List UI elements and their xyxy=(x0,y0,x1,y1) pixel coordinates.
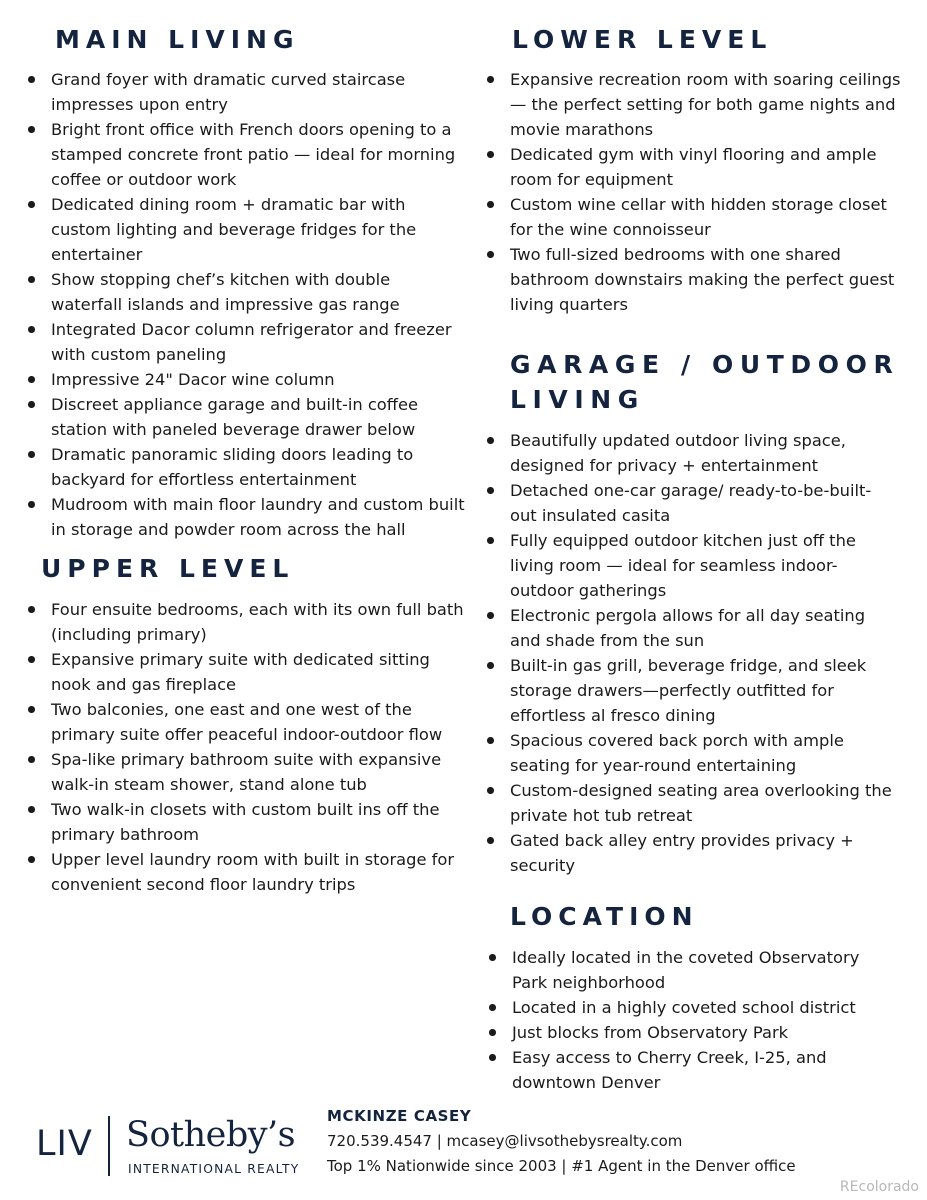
list-item: Grand foyer with dramatic curved staircase impresses upon entry xyxy=(26,67,466,117)
list-item: Electronic pergola allows for all day seating and shade from the sun xyxy=(485,603,897,653)
list-item: Mudroom with main floor laundry and custom built in storage and powder room across the hall xyxy=(26,492,466,542)
list-item: Expansive recreation room with soaring ceilings — the perfect setting for both game nights and movie marathons xyxy=(485,67,903,142)
agent-tagline: Top 1% Nationwide since 2003 | #1 Agent in the Denver office xyxy=(327,1157,796,1175)
list-item: Expansive primary suite with dedicated sitting nook and gas fireplace xyxy=(26,647,466,697)
list-item: Easy access to Cherry Creek, I-25, and downtown Denver xyxy=(487,1045,877,1095)
upper-level-heading: UPPER LEVEL xyxy=(41,554,295,583)
list-item: Four ensuite bedrooms, each with its own full bath (including primary) xyxy=(26,597,466,647)
list-item: Dedicated dining room + dramatic bar with custom lighting and beverage fridges for the entertainer xyxy=(26,192,466,267)
list-item: Discreet appliance garage and built-in coffee station with paneled beverage drawer below xyxy=(26,392,466,442)
garage-outdoor-heading: GARAGE / OUTDOOR LIVING xyxy=(510,350,900,414)
list-item: Two walk-in closets with custom built ins off the primary bathroom xyxy=(26,797,466,847)
list-item: Spacious covered back porch with ample seating for year-round entertaining xyxy=(485,728,897,778)
location-list xyxy=(487,945,877,1095)
list-item: Bright front office with French doors opening to a stamped concrete front patio — ideal for morning coffee or outdoor work xyxy=(26,117,466,192)
list-item: Two full-sized bedrooms with one shared bathroom downstairs making the perfect guest living quarters xyxy=(485,242,903,317)
recolorado-watermark: REcolorado xyxy=(839,1179,919,1195)
main-living-list xyxy=(26,67,466,542)
lower-level-list xyxy=(485,67,903,317)
list-item: Custom-designed seating area overlooking the private hot tub retreat xyxy=(485,778,897,828)
agent-name: MCKINZE CASEY xyxy=(327,1107,472,1125)
upper-level-list xyxy=(26,597,466,897)
list-item: Located in a highly coveted school district xyxy=(487,995,877,1020)
list-item: Show stopping chef’s kitchen with double waterfall islands and impressive gas range xyxy=(26,267,466,317)
garage-outdoor-list xyxy=(485,428,897,878)
list-item: Spa-like primary bathroom suite with expansive walk-in steam shower, stand alone tub xyxy=(26,747,466,797)
main-living-heading: MAIN LIVING xyxy=(55,25,300,54)
list-item: Dedicated gym with vinyl flooring and ample room for equipment xyxy=(485,142,903,192)
list-item: Ideally located in the coveted Observatory Park neighborhood xyxy=(487,945,877,995)
international-realty-label: INTERNATIONAL REALTY xyxy=(128,1162,300,1176)
list-item: Beautifully updated outdoor living space, designed for privacy + entertainment xyxy=(485,428,897,478)
lower-level-heading: LOWER LEVEL xyxy=(512,25,773,54)
list-item: Upper level laundry room with built in storage for convenient second floor laundry trips xyxy=(26,847,466,897)
location-heading: LOCATION xyxy=(510,902,699,931)
list-item: Impressive 24" Dacor wine column xyxy=(26,367,466,392)
list-item: Fully equipped outdoor kitchen just off the living room — ideal for seamless indoor-outdoor gatherings xyxy=(485,528,897,603)
list-item: Dramatic panoramic sliding doors leading to backyard for effortless entertainment xyxy=(26,442,466,492)
sothebys-logo: Sotheby’s xyxy=(126,1115,296,1155)
list-item: Gated back alley entry provides privacy + security xyxy=(485,828,897,878)
list-item: Just blocks from Observatory Park xyxy=(487,1020,877,1045)
list-item: Custom wine cellar with hidden storage closet for the wine connoisseur xyxy=(485,192,903,242)
list-item: Detached one-car garage/ ready-to-be-built-out insulated casita xyxy=(485,478,897,528)
list-item: Two balconies, one east and one west of the primary suite offer peaceful indoor-outdoor flow xyxy=(26,697,466,747)
logo-divider xyxy=(108,1116,110,1176)
list-item: Built-in gas grill, beverage fridge, and sleek storage drawers—perfectly outfitted for effortless al fresco dining xyxy=(485,653,897,728)
list-item: Integrated Dacor column refrigerator and freezer with custom paneling xyxy=(26,317,466,367)
liv-logo: LIV xyxy=(36,1124,93,1164)
agent-contact: 720.539.4547 | mcasey@livsothebysrealty.com xyxy=(327,1132,683,1150)
